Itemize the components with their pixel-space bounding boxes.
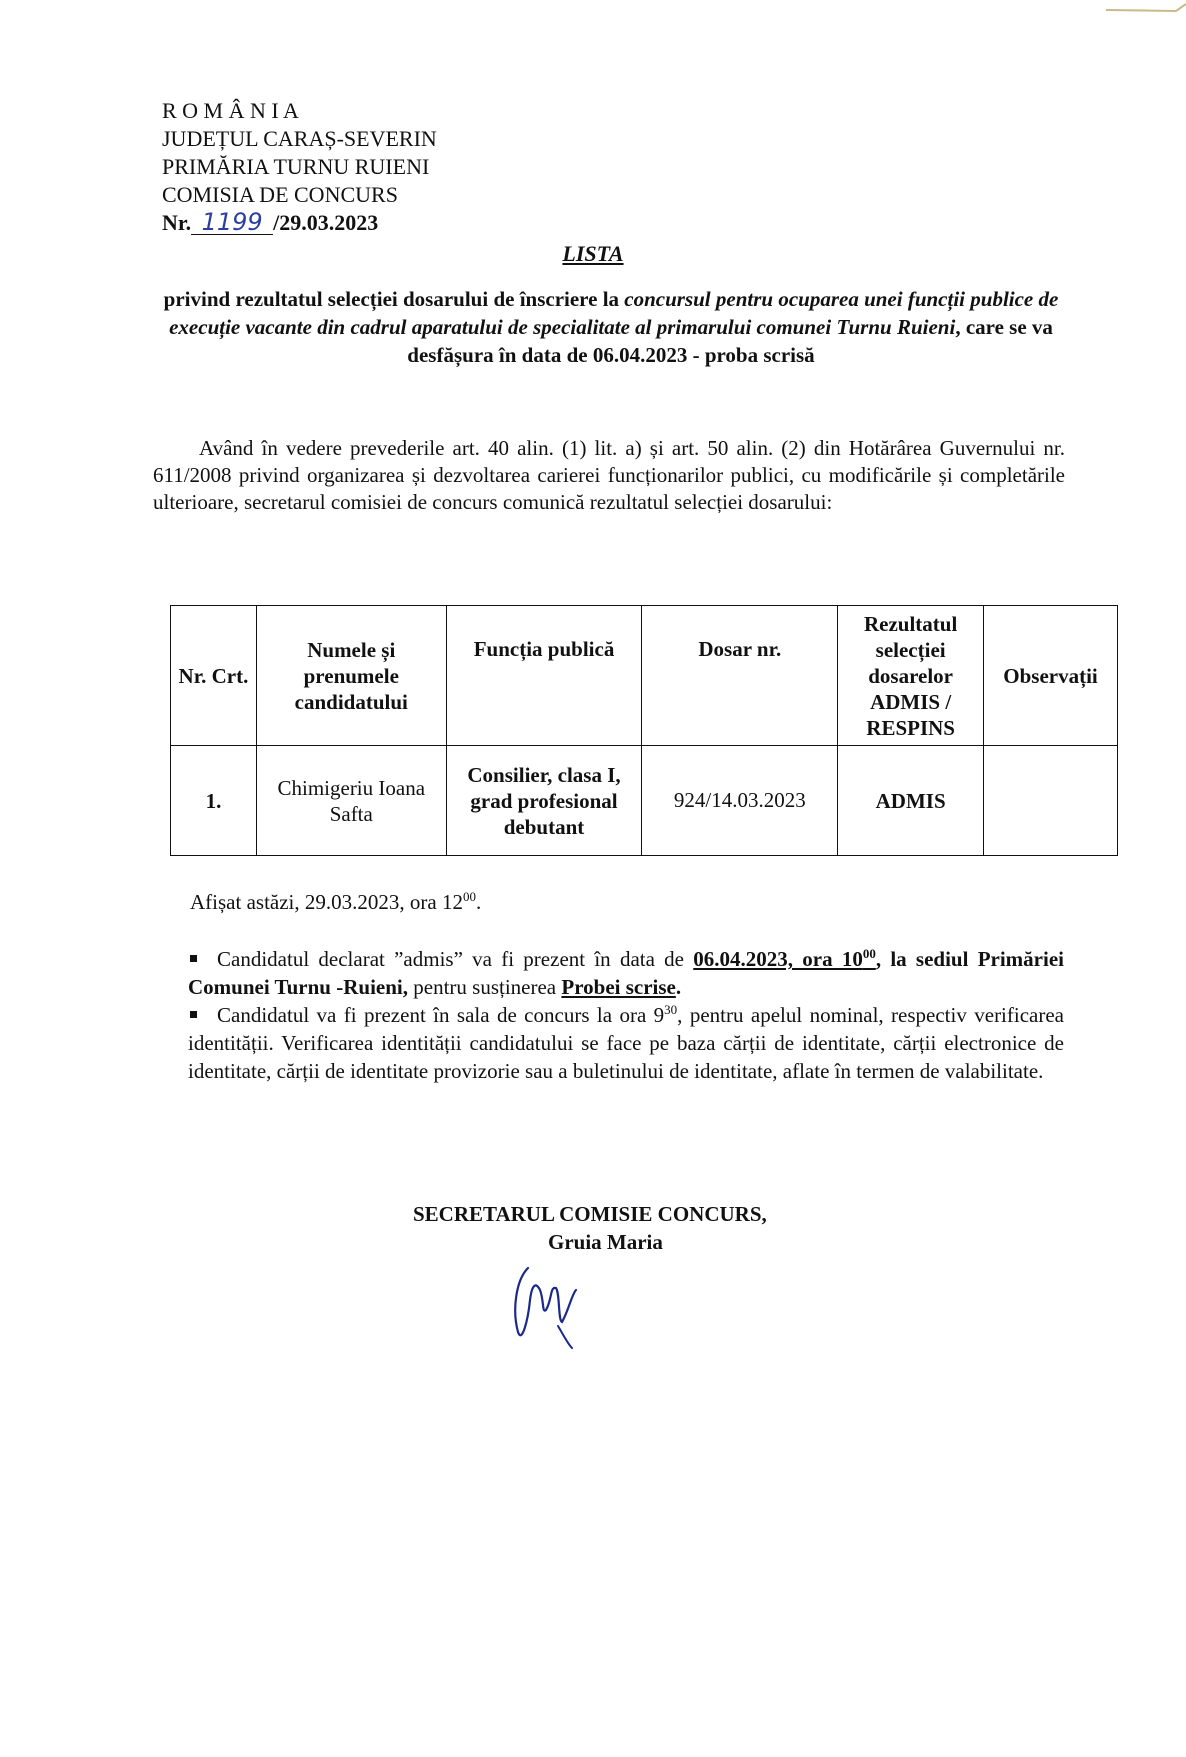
country-line: R O M Â N I A <box>162 98 299 123</box>
header-observations: Observații <box>984 606 1118 746</box>
registration-number <box>162 209 437 237</box>
subject-part3: , care se va desfășura în data de 06.04.2023 - proba scrisă <box>407 315 1053 367</box>
intro-paragraph <box>153 435 1065 516</box>
instructions-list <box>188 945 1064 1085</box>
posting-text: Afișat astăzi, 29.03.2023, ora 12 <box>190 890 463 914</box>
cell-dosar: 924/14.03.2023 <box>642 746 838 856</box>
header-nr: Nr. Crt. <box>171 606 257 746</box>
institution-header <box>162 97 437 237</box>
bullet2-b: , pentru apelul nominal, respectiv verificarea identității. Verificarea identității candidatului se face pe baza cărții de identitate, cărții electronice de identitate, cărții de identitate provizorie sau a buletinului de identitate, aflate în termen de valabilitate. <box>188 1003 1064 1083</box>
posting-end: . <box>475 890 482 914</box>
subject-part1: privind rezultatul selecției dosarului de înscriere la <box>163 287 625 311</box>
document-title: LISTA <box>562 241 624 266</box>
secretary-role: SECRETARUL COMISIE CONCURS, <box>413 1202 767 1226</box>
header-function: Funcția publică <box>446 606 642 746</box>
intro-text: Având în vedere prevederile art. 40 alin. (1) lit. a) și art. 50 alin. (2) din Hotărârea Guvernului nr. 611/2008 privind organizarea și dezvoltarea carierei funcționarilor publici, cu modificările și completările ulterioare, secretarul comisiei de concurs comunică rezultatul selecției dosarului: <box>153 436 1065 514</box>
bullet1-f: . <box>675 975 682 999</box>
posting-sup: 00 <box>462 889 476 904</box>
bullet1-location: , la sediul Primăriei Comunei Turnu -Ruieni, <box>188 947 1064 999</box>
scan-edge-mark <box>1106 0 1186 14</box>
bullet-square-icon <box>190 955 197 962</box>
bullet1-d: pentru susținerea <box>408 975 562 999</box>
secretary-name: Gruia Maria <box>548 1230 663 1254</box>
header-name: Numele și prenumele candidatului <box>256 606 446 746</box>
bullet2-sup: 30 <box>664 1002 678 1017</box>
bullet1-a: Candidatul declarat ”admis” va fi prezent în data de <box>217 947 694 971</box>
table-header-row <box>171 606 1118 746</box>
county-line: JUDEȚUL CARAȘ-SEVERIN <box>162 126 437 151</box>
handwritten-signature <box>506 1260 606 1350</box>
header-dosar: Dosar nr. <box>642 606 838 746</box>
cell-result: ADMIS <box>838 746 984 856</box>
results-table <box>170 605 1118 856</box>
table-row <box>171 746 1118 856</box>
header-result: Rezultatul selecției dosarelor ADMIS / RESPINS <box>838 606 984 746</box>
list-item <box>188 945 1064 1001</box>
posting-note <box>190 890 481 915</box>
bullet1-exam: Probei scrise <box>561 975 676 999</box>
signature-block <box>413 1200 767 1256</box>
subject-part2: concursul pentru ocuparea unei funcții publice de execuție vacante din cadrul aparatului de specialitate al primarului comunei Turnu Ruieni <box>169 287 1059 339</box>
town-hall-line: PRIMĂRIA TURNU RUIENI <box>162 154 430 179</box>
handwritten-number: 1199 <box>191 210 273 235</box>
cell-nr: 1. <box>171 746 257 856</box>
cell-name: Chimigeriu Ioana Safta <box>256 746 446 856</box>
nr-date: /29.03.2023 <box>273 210 379 235</box>
subject-paragraph <box>158 285 1064 369</box>
commission-line: COMISIA DE CONCURS <box>162 182 398 207</box>
bullet1-date: 06.04.2023, ora $10^{00}$ <box>693 946 876 971</box>
list-item <box>188 1001 1064 1085</box>
bullet-square-icon <box>190 1011 197 1018</box>
bullet2-a: Candidatul va fi prezent în sala de concurs la ora 9 <box>217 1003 665 1027</box>
nr-prefix: Nr. <box>162 210 192 235</box>
cell-observations <box>984 746 1118 856</box>
cell-function: Consilier, clasa I, grad profesional debutant <box>446 746 642 856</box>
